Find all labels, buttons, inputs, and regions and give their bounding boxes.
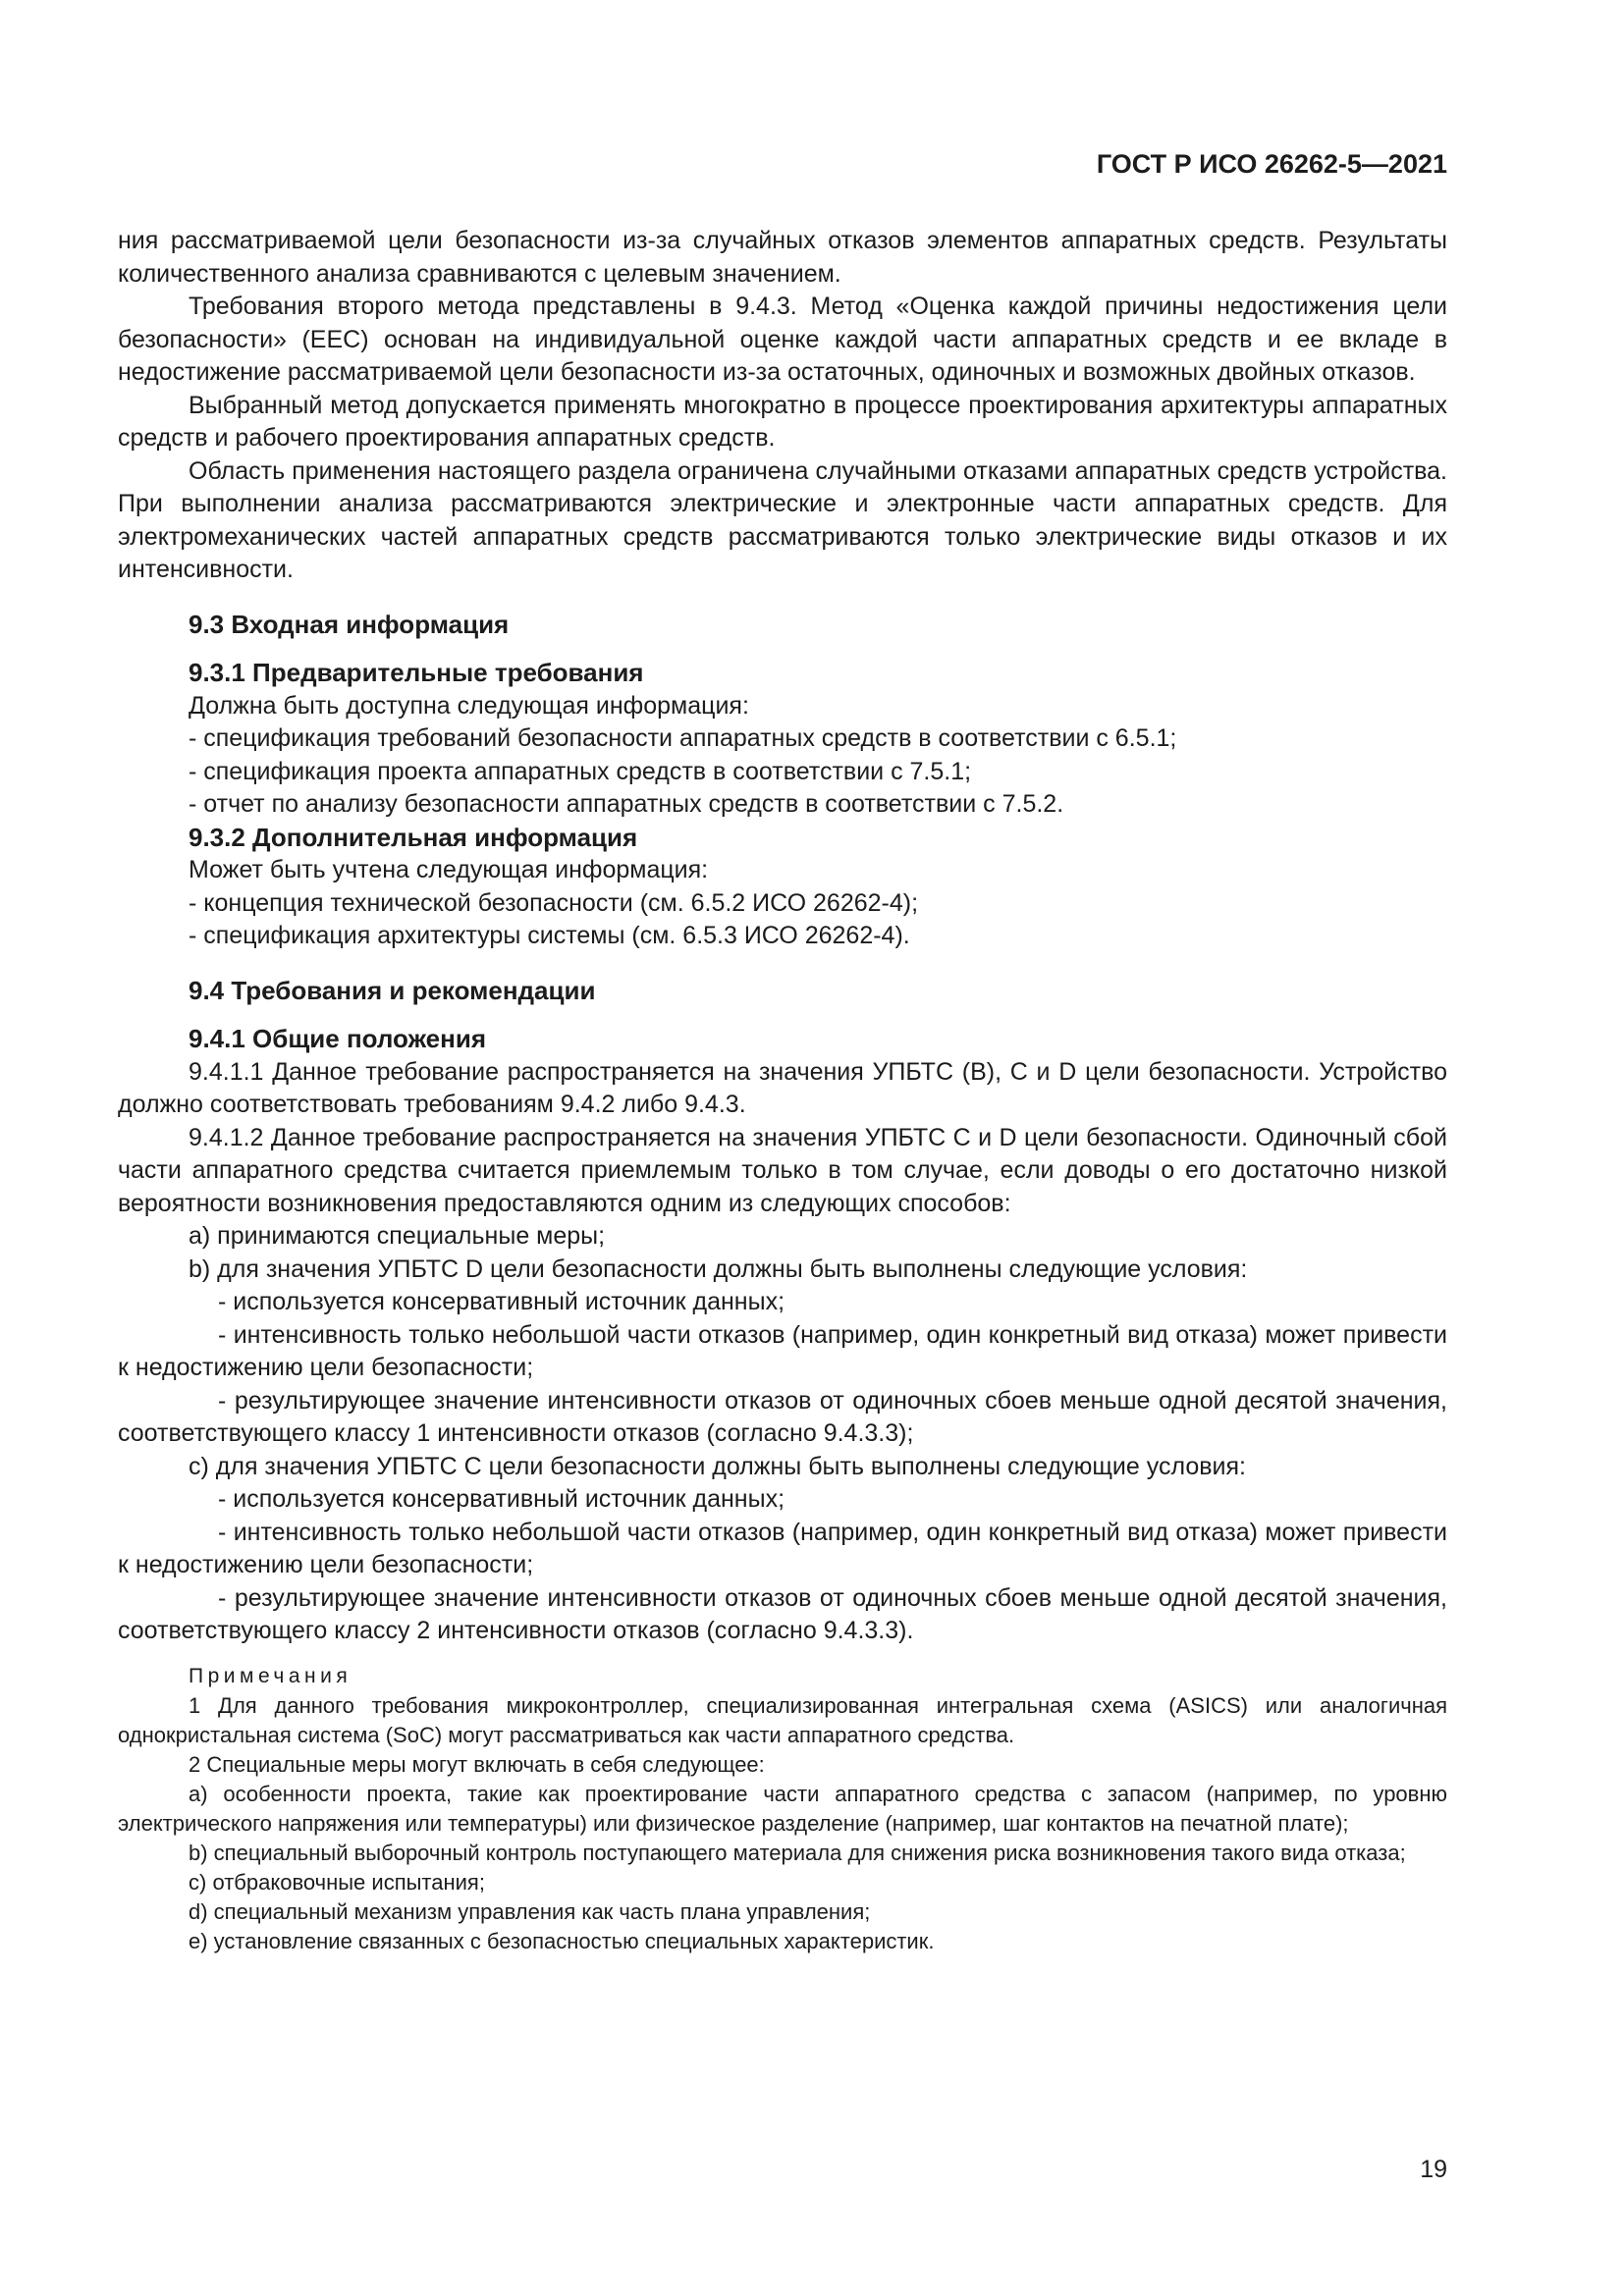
page-content	[118, 225, 1447, 1956]
subsection-heading-9-3-2: 9.3.2 Дополнительная информация	[189, 822, 638, 852]
subsection-heading-9-3-1: 9.3.1 Предварительные требования	[189, 658, 644, 687]
sub-item: - интенсивность только небольшой части отказов (например, один конкретный вид отказа) может привести к недостижению цели безопасности;	[118, 1518, 1447, 1578]
paragraph-intro-4: Область применения настоящего раздела ограничена случайными отказами аппаратных средств устройства. При выполнении анализа рассматриваются электрические и электронные части аппаратных средств. Для электромеханических частей аппаратных средств рассматриваются только электрические виды отказов и их интенсивности.	[118, 456, 1447, 583]
sub-item: - интенсивность только небольшой части отказов (например, один конкретный вид отказа) может привести к недостижению цели безопасности;	[118, 1320, 1447, 1381]
list-item-c: c) для значения УПБТС C цели безопасности должны быть выполнены следующие условия:	[189, 1452, 1246, 1480]
note-1: 1 Для данного требования микроконтроллер, специализированная интегральная схема (ASICS) или аналогичная однокристальная система (SoC) могут рассматриваться как части аппаратного средства.	[118, 1692, 1447, 1747]
clause-9-4-1-2: 9.4.1.2 Данное требование распространяется на значения УПБТС C и D цели безопасности. Одиночный сбой части аппаратного средства считается приемлемым только в том случае, если доводы о его достаточно низкой вероятности возникновения предоставляются одним из следующих способов:	[118, 1123, 1447, 1217]
subsection-lead-9-3-1: Должна быть доступна следующая информация:	[189, 691, 749, 720]
list-item: - концепция технической безопасности (см. 6.5.2 ИСО 26262-4);	[189, 888, 919, 917]
note-2-item-e: e) установление связанных с безопасностью специальных характеристик.	[189, 1928, 935, 1953]
paragraph-intro-1: ния рассматриваемой цели безопасности из-за случайных отказов элементов аппаратных средств. Результаты количественного анализа сравниваются с целевым значением.	[118, 227, 1447, 288]
list-item-b: b) для значения УПБТС D цели безопасности должны быть выполнены следующие условия:	[189, 1255, 1248, 1283]
note-2-item-d: d) специальный механизм управления как часть плана управления;	[189, 1898, 871, 1924]
section-heading-9-3: 9.3 Входная информация	[189, 609, 510, 639]
note-2-item-c: c) отбраковочные испытания;	[189, 1869, 485, 1895]
clause-9-4-1-1: 9.4.1.1 Данное требование распространяется на значения УПБТС (B), C и D цели безопасности. Устройство должно соответствовать требованиям 9.4.2 либо 9.4.3.	[118, 1057, 1447, 1118]
subsection-heading-9-4-1: 9.4.1 Общие положения	[189, 1024, 486, 1053]
note-2: 2 Специальные меры могут включать в себя следующее:	[189, 1751, 765, 1777]
list-item-a: а) принимаются специальные меры;	[189, 1222, 606, 1250]
note-2-item-b: b) специальный выборочный контроль поступающего материала для снижения риска возникновения такого вида отказа;	[189, 1840, 1406, 1865]
sub-item: - результирующее значение интенсивности отказов от одиночных сбоев меньше одной десятой значения, соответствующего классу 1 интенсивности отказов (согласно 9.4.3.3);	[118, 1386, 1447, 1447]
subsection-lead-9-3-2: Может быть учтена следующая информация:	[189, 856, 709, 883]
sub-item: - используется консервативный источник данных;	[218, 1288, 785, 1315]
list-item: - отчет по анализу безопасности аппаратных средств в соответствии с 7.5.2.	[189, 790, 1064, 818]
document-code-header: ГОСТ Р ИСО 26262-5—2021	[1096, 149, 1447, 179]
page-number: 19	[1420, 2156, 1447, 2183]
notes-heading: Примечания	[189, 1664, 352, 1687]
sub-item: - используется консервативный источник данных;	[218, 1485, 785, 1513]
note-2-item-a: а) особенности проекта, такие как проектирование части аппаратного средства с запасом (например, по уровню электрического напряжения или температуры) или физическое разделение (например, шаг контактов на печатной плате);	[118, 1781, 1447, 1836]
list-item: - спецификация требований безопасности аппаратных средств в соответствии с 6.5.1;	[189, 724, 1177, 752]
list-item: - спецификация проекта аппаратных средств в соответствии с 7.5.1;	[189, 757, 972, 785]
sub-item: - результирующее значение интенсивности отказов от одиночных сбоев меньше одной десятой значения, соответствующего классу 2 интенсивности отказов (согласно 9.4.3.3).	[118, 1583, 1447, 1644]
paragraph-intro-2: Требования второго метода представлены в 9.4.3. Метод «Оценка каждой причины недостижения цели безопасности» (EEC) основан на индивидуальной оценке каждой части аппаратных средств и ее вкладе в недостижение рассматриваемой цели безопасности из-за остаточных, одиночных и возможных двойных отказов.	[118, 293, 1447, 386]
paragraph-intro-3: Выбранный метод допускается применять многократно в процессе проектирования архитектуры аппаратных средств и рабочего проектирования аппаратных средств.	[118, 391, 1447, 452]
list-item: - спецификация архитектуры системы (см. 6.5.3 ИСО 26262-4).	[189, 922, 910, 949]
section-heading-9-4: 9.4 Требования и рекомендации	[189, 975, 596, 1005]
